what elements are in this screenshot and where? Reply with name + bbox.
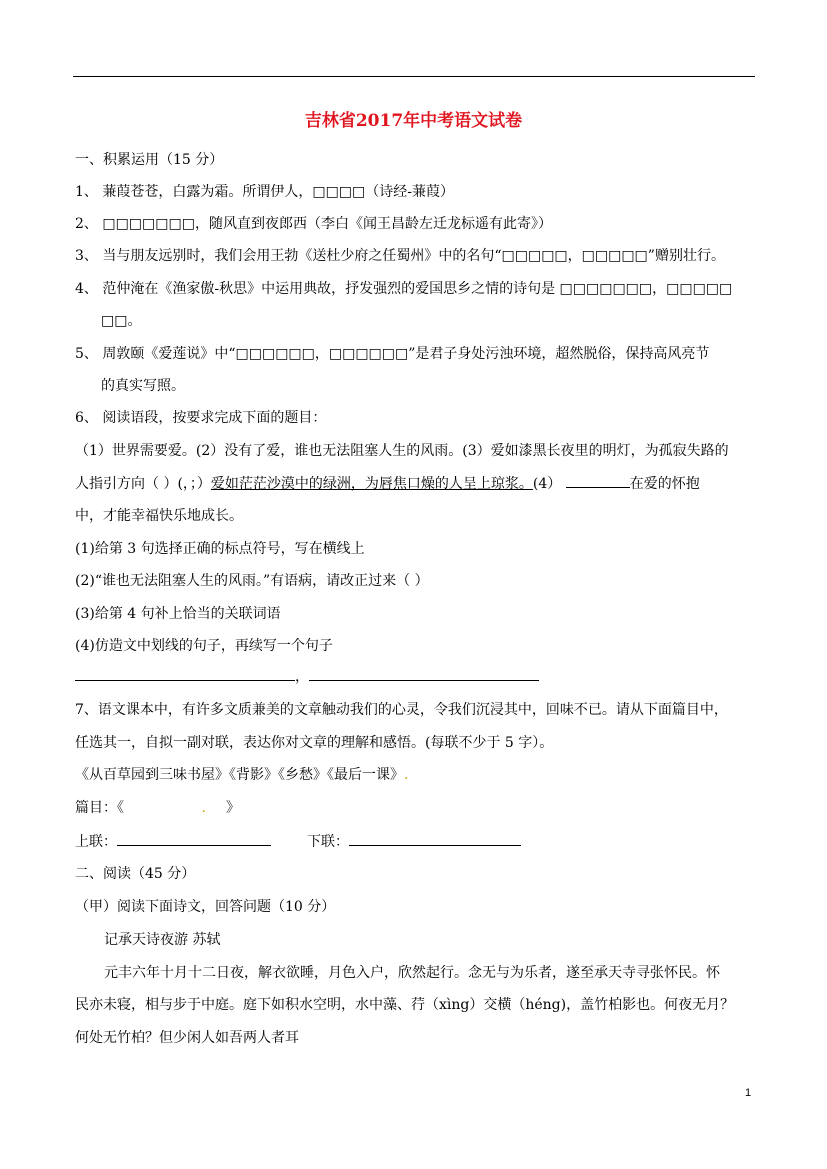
passage-text: (4） bbox=[532, 476, 562, 492]
piece-row bbox=[75, 798, 240, 818]
section-heading-2: 二、阅读（45 分） bbox=[75, 866, 196, 882]
piece-label: 篇目：《 bbox=[75, 800, 124, 816]
answer-blank-1[interactable] bbox=[75, 666, 295, 681]
sub-question-2: (2)“谁也无法阻塞人生的风雨。”有语病，请改正过来（ ） bbox=[75, 573, 429, 589]
question-7-line-2: 任选其一，自拟一副对联，表达你对文章的理解和感悟。(每联不少于 5 字）。 bbox=[75, 735, 554, 751]
book-list bbox=[75, 765, 408, 785]
piece-end: 》 bbox=[226, 800, 240, 816]
sub-question-4: (4)仿造文中划线的句子，再续写一个句子 bbox=[75, 638, 333, 654]
passage-text: 在爱的怀抱 bbox=[629, 476, 700, 492]
comma: ， bbox=[295, 669, 309, 685]
passage-6-line-3: 中，才能幸福快乐地成长。 bbox=[75, 508, 243, 524]
question-5-line-2: 的真实写照。 bbox=[101, 378, 185, 394]
sub-question-1: (1)给第 3 句选择正确的标点符号，写在横线上 bbox=[75, 541, 365, 557]
upper-couplet-blank[interactable] bbox=[117, 831, 271, 846]
upper-label: 上联： bbox=[75, 834, 117, 850]
answer-blank-2[interactable] bbox=[309, 666, 539, 681]
book-titles: 《从百草园到三味书屋》《背影》《乡愁》《最后一课》 bbox=[75, 767, 404, 783]
book-list-dot: . bbox=[404, 767, 409, 783]
couplet-row bbox=[75, 831, 521, 852]
page-title: 吉林省2017年中考语文试卷 bbox=[304, 111, 523, 131]
prose-line-3: 何处无竹柏？但少闲人如吾两人者耳 bbox=[75, 1030, 299, 1046]
question-7-line-1: 7、语文课本中，有许多文质兼美的文章触动我们的心灵，令我们沉浸其中，回味不已。请从下面篇目中， bbox=[75, 702, 728, 718]
lower-couplet-blank[interactable] bbox=[349, 831, 521, 846]
part-jia-heading: （甲）阅读下面诗文，回答问题（10 分） bbox=[75, 899, 336, 915]
header-rule bbox=[73, 76, 755, 77]
question-4-line-2: □□。 bbox=[101, 313, 142, 329]
answer-line bbox=[75, 666, 539, 687]
section-heading-1: 一、积累运用（15 分） bbox=[75, 152, 224, 168]
question-6: 6、 阅读语段，按要求完成下面的题目： bbox=[75, 410, 327, 426]
poem-title: 记承天诗夜游 苏轼 bbox=[104, 932, 221, 948]
prose-line-1: 元丰六年十月十二日夜，解衣欲睡，月色入户，欣然起行。念无与为乐者，遂至承天寺寻张怀民。怀 bbox=[104, 965, 720, 981]
passage-6-line-1: （1）世界需要爱。(2）没有了爱，谁也无法阻塞人生的风雨。(3）爱如漆黑长夜里的明灯，为孤寂失路的 bbox=[75, 443, 729, 459]
underlined-sentence: 爱如茫茫沙漠中的绿洲，为唇焦口燥的人呈上琼浆。 bbox=[210, 476, 533, 492]
passage-text: 人指引方向（ ）(，；） bbox=[75, 476, 211, 492]
page-number: 1 bbox=[745, 1087, 752, 1099]
question-1: 1、 蒹葭苍苍，白露为霜。所谓伊人，□□□□（诗经-蒹葭） bbox=[75, 184, 454, 200]
answer-blank[interactable] bbox=[566, 473, 630, 488]
sub-question-3: (3)给第 4 句补上恰当的关联词语 bbox=[75, 606, 281, 622]
lower-label: 下联： bbox=[307, 834, 349, 850]
passage-6-line-2 bbox=[75, 473, 700, 494]
question-3: 3、 当与朋友远别时，我们会用王勃《送杜少府之任蜀州》中的名句“□□□□□，□□□□□”赠别壮行。 bbox=[75, 248, 725, 264]
piece-dot: . bbox=[201, 800, 206, 816]
question-5-line-1: 5、 周敦颐《爱莲说》中“□□□□□□，□□□□□□”是君子身处污浊环境，超然脱俗，保持高风亮节 bbox=[75, 346, 710, 362]
question-4-line-1: 4、 范仲淹在《渔家傲-秋思》中运用典故，抒发强烈的爱国思乡之情的诗句是 □□□□□□□，□□□□□ bbox=[75, 281, 733, 297]
prose-line-2: 民亦未寝，相与步于中庭。庭下如积水空明，水中藻、荇（xìng）交横（héng)，盖竹柏影也。何夜无月？ bbox=[75, 997, 735, 1013]
question-2: 2、 □□□□□□□，随风直到夜郎西（李白《闻王昌龄左迁龙标遥有此寄》） bbox=[75, 216, 552, 232]
